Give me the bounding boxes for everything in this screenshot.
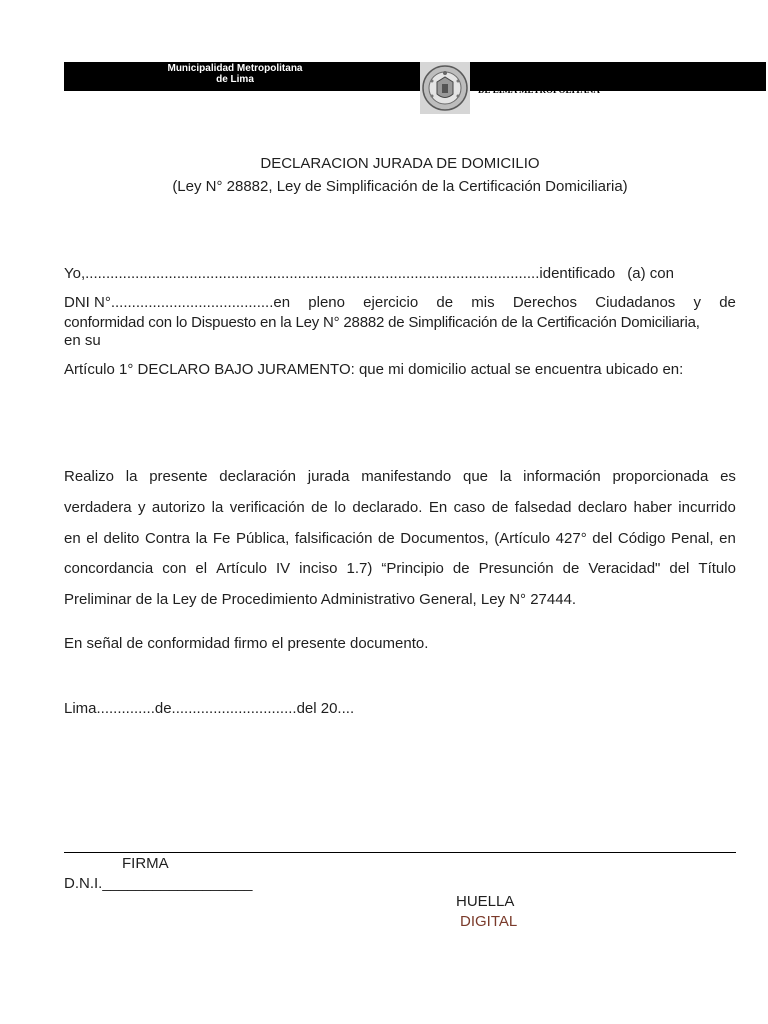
signature-line: [64, 852, 736, 853]
word: Código: [617, 529, 666, 547]
word: de: [378, 529, 395, 547]
word: IV: [275, 560, 291, 578]
paragraph-line: [64, 590, 736, 621]
word: Documentos,: [400, 529, 489, 547]
word: falsedad: [514, 498, 572, 516]
word: y: [137, 498, 146, 516]
organization-name-line1: Municipalidad Metropolitana: [167, 63, 303, 74]
paragraph-line: [64, 529, 736, 560]
word: “Principio: [381, 560, 444, 578]
word: de: [311, 498, 328, 516]
word: es: [720, 468, 736, 485]
conformidad-firma-line: En señal de conformidad firmo el presente documento.: [64, 635, 429, 652]
word: caso: [453, 498, 486, 516]
word: (Artículo: [494, 529, 551, 547]
en-su-line: en su: [64, 332, 101, 349]
yo-line-suffix: (a) con: [627, 265, 674, 282]
word: declaración: [219, 468, 297, 485]
word: la: [211, 498, 224, 516]
organization-name: [130, 63, 340, 85]
word: de: [452, 560, 470, 578]
word: declarado.: [352, 498, 423, 516]
word: el: [86, 529, 98, 547]
firma-label: FIRMA: [122, 855, 169, 872]
municipal-seal-icon: [420, 62, 470, 114]
organization-name-line2: de Lima: [216, 74, 254, 85]
word: presente: [149, 468, 208, 485]
word: declaro: [577, 498, 628, 516]
word: haber: [633, 498, 672, 516]
dni-line: [64, 293, 736, 312]
word: Título: [698, 560, 736, 578]
word: la: [499, 468, 512, 485]
paragraph-line: [64, 467, 736, 498]
word: del: [592, 529, 613, 547]
dni-line-word: pleno: [308, 294, 345, 311]
word: concordancia: [64, 560, 154, 578]
word: En: [428, 498, 448, 516]
dni-line-word: de: [436, 294, 454, 311]
word: lo: [334, 498, 346, 516]
word: Artículo: [216, 560, 267, 578]
word: inciso: [299, 560, 338, 578]
declaracion-paragraph: [64, 467, 736, 621]
conformidad-line: conformidad con lo Dispuesto en la Ley N° 28882 de Simplificación de la Certificación Domiciliaria,: [64, 314, 700, 331]
word: jurada: [307, 468, 350, 485]
dni-line-word: y: [693, 294, 701, 311]
word: proporcionada: [612, 468, 709, 485]
word: del: [669, 560, 690, 578]
word: Realizo: [64, 468, 115, 485]
word: Veracidad": [588, 560, 661, 578]
word: de: [491, 498, 509, 516]
word: en: [719, 529, 736, 547]
word: la: [125, 468, 138, 485]
document-title: DECLARACION JURADA DE DOMICILIO: [260, 155, 540, 172]
dni-line-word: Ciudadanos: [595, 294, 676, 311]
lima-date-line: Lima..............de..............................del 20....: [64, 700, 355, 717]
word: delito: [103, 529, 140, 547]
paragraph-line: [64, 498, 736, 529]
word: de: [562, 560, 580, 578]
dni-line-word: de: [719, 294, 736, 311]
word: verificación: [229, 498, 305, 516]
document-subtitle: (Ley N° 28882, Ley de Simplificación de la Certificación Domiciliaria): [172, 178, 628, 195]
dni-line-word: mis: [471, 294, 495, 311]
word: el: [195, 560, 208, 578]
yo-line-prefix: Yo,.............................................................................................................identificado: [64, 265, 616, 282]
word: Pública,: [235, 529, 290, 547]
dni-line-word: Derechos: [512, 294, 578, 311]
dni-signature-field: D.N.I.__________________: [64, 875, 253, 892]
word: la: [195, 529, 208, 547]
word: 427°: [555, 529, 587, 547]
yo-line: [64, 264, 736, 283]
digital-label: DIGITAL: [460, 913, 518, 930]
word: con: [162, 560, 187, 578]
word: falsificación: [294, 529, 373, 547]
word: 1.7): [346, 560, 373, 578]
dni-line-word: ejercicio: [363, 294, 419, 311]
word: autorizo: [151, 498, 206, 516]
word: que: [462, 468, 489, 485]
articulo-line: Artículo 1° DECLARO BAJO JURAMENTO: que mi domicilio actual se encuentra ubicado en:: [64, 361, 684, 378]
word: Penal,: [671, 529, 714, 547]
header-subtitle: DE LIMA METROPOLITANA: [478, 85, 600, 95]
word: en: [64, 529, 81, 547]
word: Presunción: [478, 560, 554, 578]
word: manifestando: [361, 468, 452, 485]
word: Fe: [212, 529, 231, 547]
word: verdadera: [64, 498, 132, 516]
huella-label: HUELLA: [456, 893, 515, 910]
word: Contra: [144, 529, 190, 547]
word: información: [523, 468, 601, 485]
paragraph-line: [64, 559, 736, 590]
word: Preliminar de la Ley de Procedimiento Administrativo General, Ley N° 27444.: [64, 591, 577, 609]
dni-line-word: DNI N°.......................................en: [64, 294, 291, 311]
word: incurrido: [678, 498, 736, 516]
